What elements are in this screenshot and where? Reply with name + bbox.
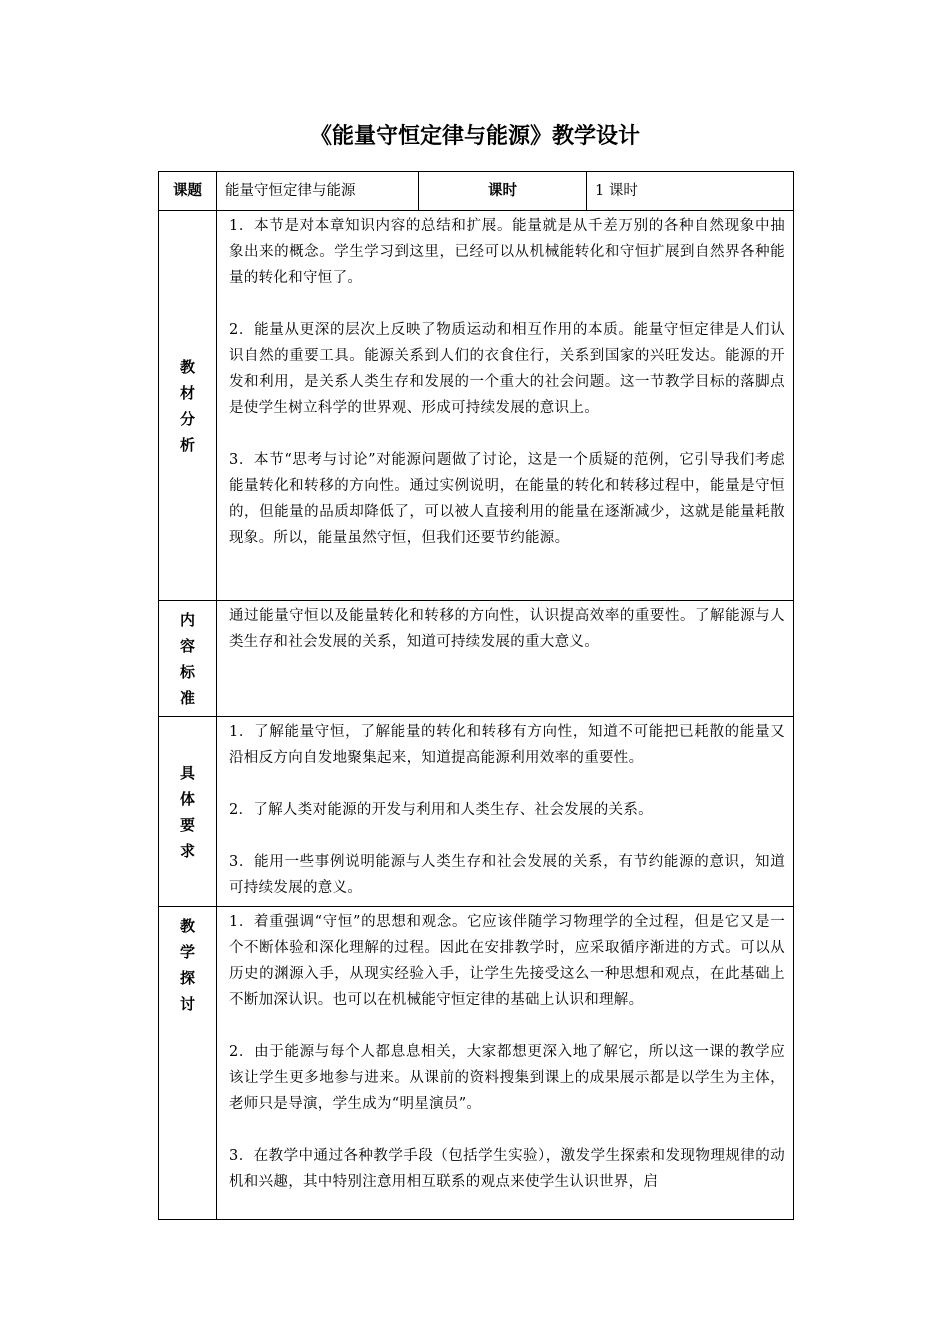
section-content-content-standard	[217, 601, 794, 717]
topic-value: 能量守恒定律与能源	[217, 172, 419, 211]
paragraph: 1．本节是对本章知识内容的总结和扩展。能量就是从千差万别的各种自然现象中抽象出来的概念。学生学习到这里，已经可以从机械能转化和守恒扩展到自然界各种能量的转化和守恒了。	[229, 218, 785, 286]
section-row-specific-requirements	[159, 717, 794, 907]
lesson-plan-table	[158, 171, 794, 1220]
section-content-specific-requirements	[217, 717, 794, 907]
header-row	[159, 172, 794, 211]
section-label-teaching-discussion: 教学探讨	[159, 907, 217, 1220]
paragraph: 3．能用一些事例说明能源与人类生存和社会发展的关系，有节约能源的意识，知道可持续发展的意义。	[229, 854, 785, 896]
paragraph: 2．能量从更深的层次上反映了物质运动和相互作用的本质。能量守恒定律是人们认识自然的重要工具。能源关系到人们的衣食住行，关系到国家的兴旺发达。能源的开发和利用，是关系人类生存和发展的一个重大的社会问题。这一节教学目标的落脚点是使学生树立科学的世界观、形成可持续发展的意识上。	[229, 322, 785, 416]
document-title: 《能量守恒定律与能源》教学设计	[309, 124, 640, 149]
paragraph: 通过能量守恒以及能量转化和转移的方向性，认识提高效率的重要性。了解能源与人类生存和社会发展的关系，知道可持续发展的重大意义。	[229, 608, 785, 650]
section-row-teaching-discussion	[159, 907, 794, 1220]
section-content-teaching-discussion	[217, 907, 794, 1220]
section-content-textbook-analysis	[217, 211, 794, 601]
paragraph: 2．由于能源与每个人都息息相关，大家都想更深入地了解它，所以这一课的教学应该让学生更多地参与进来。从课前的资料搜集到课上的成果展示都是以学生为主体，老师只是导演，学生成为“明星演员”。	[229, 1044, 785, 1112]
paragraph: 3．本节“思考与讨论”对能源问题做了讨论，这是一个质疑的范例，它引导我们考虑能量转化和转移的方向性。通过实例说明，在能量的转化和转移过程中，能量是守恒的，但能量的品质却降低了，可以被人直接利用的能量在逐渐减少，这就是能量耗散现象。所以，能量虽然守恒，但我们还要节约能源。	[229, 452, 785, 546]
topic-label: 课题	[159, 172, 217, 211]
section-label-textbook-analysis: 教材分析	[159, 211, 217, 601]
paragraph: 1．了解能量守恒，了解能量的转化和转移有方向性，知道不可能把已耗散的能量又沿相反方向自发地聚集起来，知道提高能源利用效率的重要性。	[229, 724, 785, 766]
section-label-content-standard: 内容标准	[159, 601, 217, 717]
hours-value: 1 课时	[587, 172, 794, 211]
section-row-textbook-analysis	[159, 211, 794, 601]
paragraph: 3．在教学中通过各种教学手段（包括学生实验），激发学生探索和发现物理规律的动机和兴趣，其中特别注意用相互联系的观点来使学生认识世界，启	[229, 1148, 785, 1190]
paragraph: 1．着重强调“守恒”的思想和观念。它应该伴随学习物理学的全过程，但是它又是一个不断体验和深化理解的过程。因此在安排教学时，应采取循序渐进的方式。可以从历史的渊源入手，从现实经验入手，让学生先接受这么一种思想和观点，在此基础上不断加深认识。也可以在机械能守恒定律的基础上认识和理解。	[229, 914, 785, 1008]
section-label-specific-requirements: 具体要求	[159, 717, 217, 907]
hours-label: 课时	[419, 172, 587, 211]
section-row-content-standard	[159, 601, 794, 717]
paragraph: 2．了解人类对能源的开发与利用和人类生存、社会发展的关系。	[229, 802, 653, 818]
